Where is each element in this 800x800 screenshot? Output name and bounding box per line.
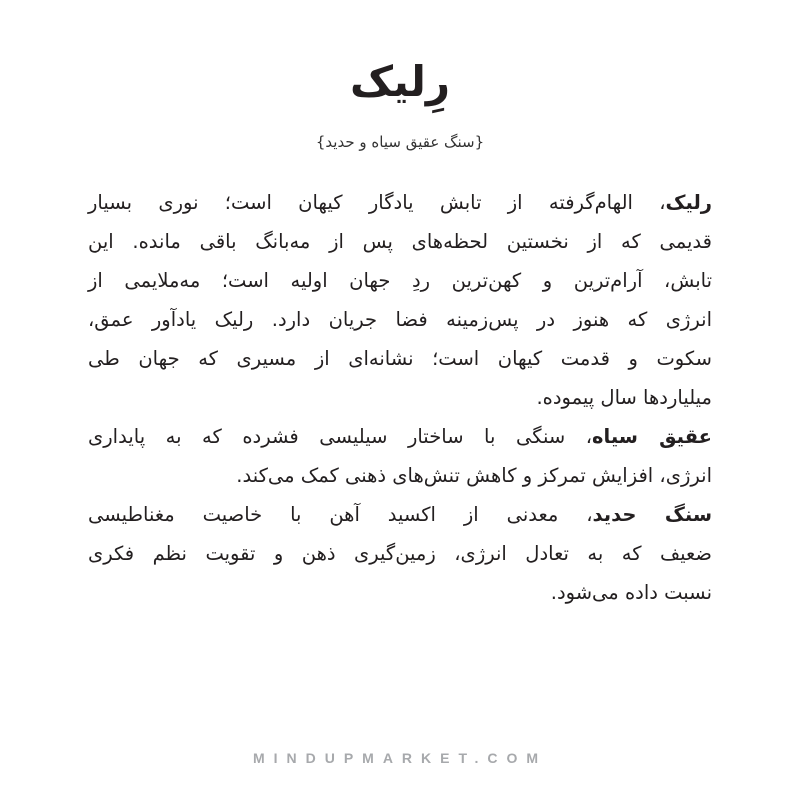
term-hematite: سنگ حدید <box>592 503 713 526</box>
line-text: ، سنگی با ساختار سیلیسی فشرده که به پایداری <box>88 425 593 448</box>
term-black-agate: عقیق سیاه <box>592 425 712 448</box>
paragraph-relic-line: قدیمی که از نخستین لحظه‌های پس از مه‌بانگ باقی مانده. این <box>88 230 712 253</box>
paragraph-relic-line: تابش، آرام‌ترین و کهن‌ترین ردِ جهان اولیه است؛ مه‌ملایمی از <box>88 269 712 292</box>
term-relic: رلیک <box>665 191 712 214</box>
paragraph-relic-line: سکوت و قدمت کیهان است؛ نشانه‌ای از مسیری که جهان طی <box>88 347 712 370</box>
line-text: ، معدنی از اکسید آهن با خاصیت مغناطیسی <box>88 503 593 526</box>
paragraph-relic-line: میلیاردها سال پیموده. <box>536 386 712 409</box>
page-subtitle: {سنگ عقیق سیاه و حدید} <box>315 133 485 151</box>
paragraph-hematite-line: نسبت داده می‌شود. <box>550 581 712 604</box>
paragraph-hematite-line: ضعیف که به تعادل انرژی، زمین‌گیری ذهن و تقویت نظم فکری <box>88 542 712 565</box>
page-title: رِلیک <box>349 57 451 106</box>
description-body <box>88 183 712 612</box>
paragraph-black-agate-line: انرژی، افزایش تمرکز و کاهش تنش‌های ذهنی کمک می‌کند. <box>236 464 712 487</box>
footer-website: MINDUPMARKET.COM <box>252 750 548 766</box>
paragraph-relic-line <box>88 183 712 222</box>
line-text: ، الهام‌گرفته از تابش یادگار کیهان است؛ نوری بسیار <box>88 191 666 214</box>
paragraph-relic-line: انرژی که هنوز در پس‌زمینه فضا جریان دارد. رلیک یادآور عمق، <box>88 308 712 331</box>
paragraph-black-agate-line <box>88 417 712 456</box>
paragraph-hematite-line <box>88 495 712 534</box>
